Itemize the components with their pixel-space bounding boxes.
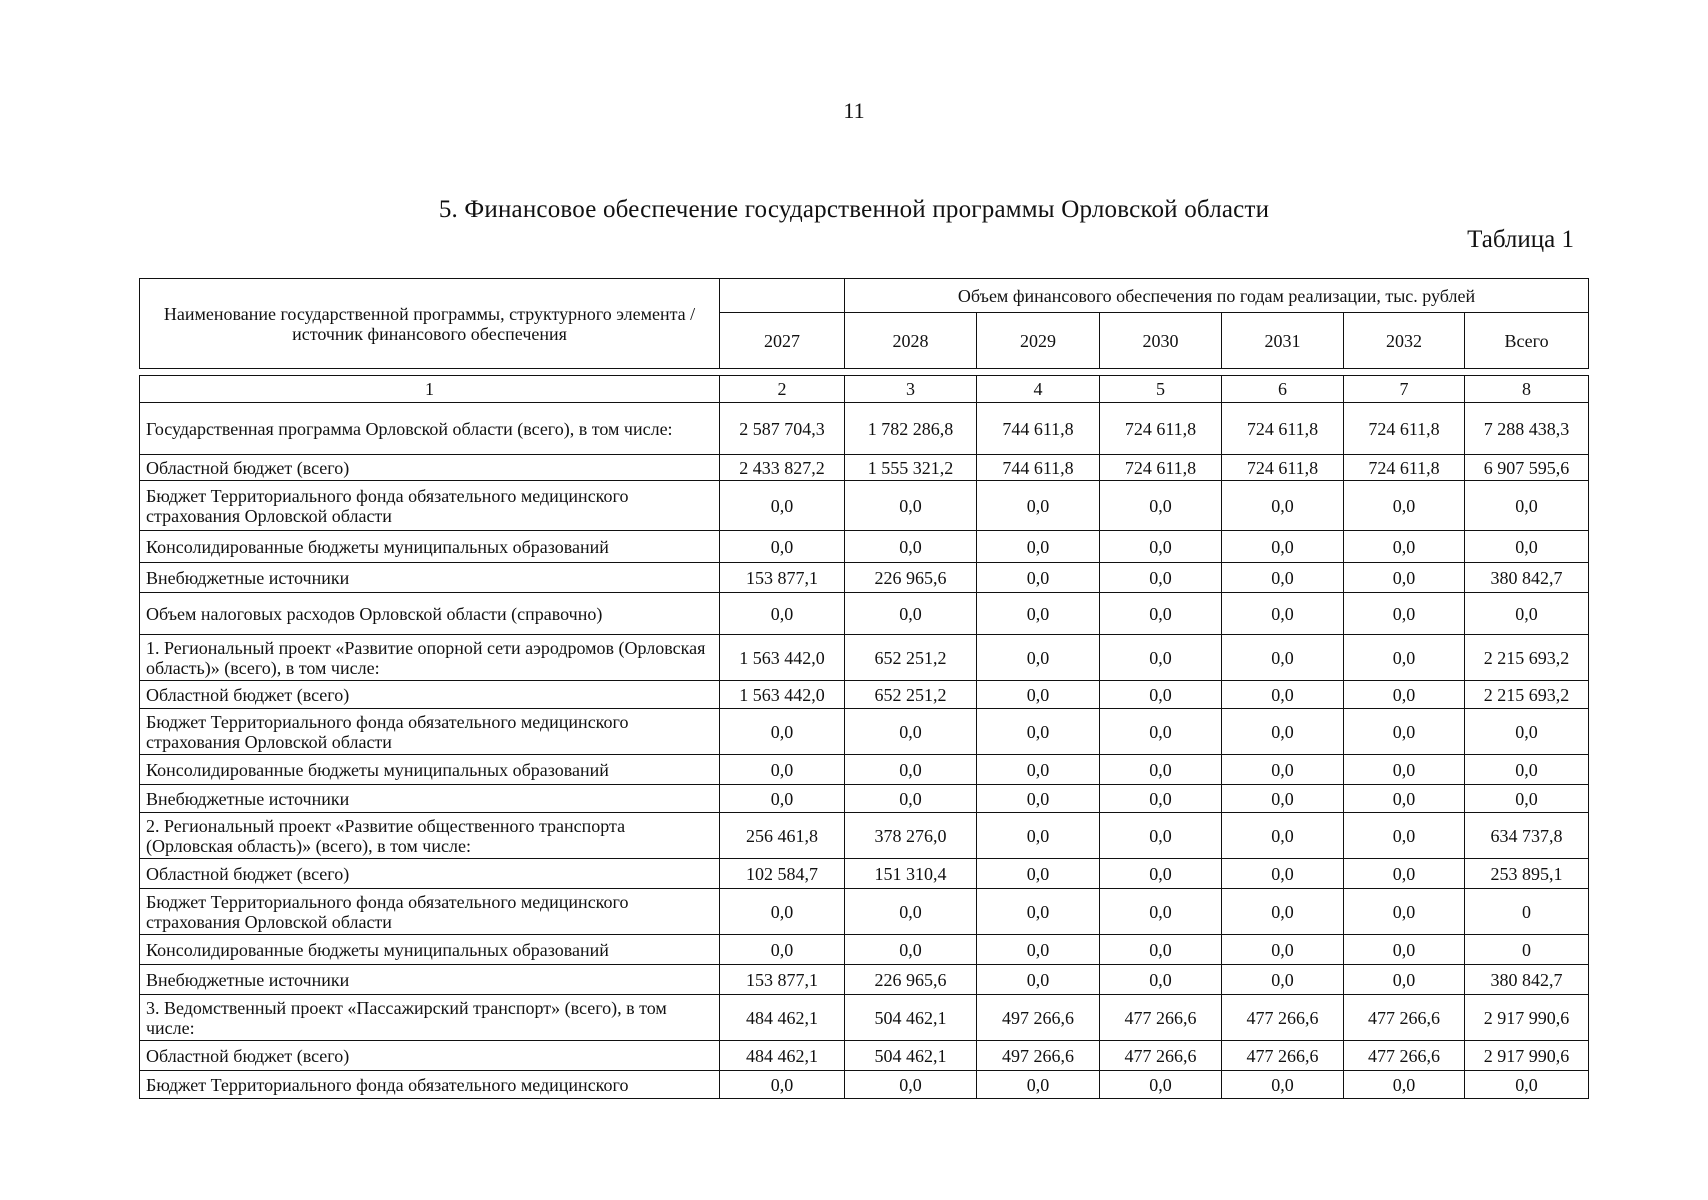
row-value: 0,0 — [1222, 935, 1344, 965]
row-value: 0,0 — [977, 889, 1100, 935]
row-value: 744 611,8 — [977, 455, 1100, 481]
row-name: Бюджет Территориального фонда обязательного медицинского страхования Орловской области — [140, 889, 720, 935]
row-name: Консолидированные бюджеты муниципальных образований — [140, 755, 720, 785]
row-total: 0,0 — [1465, 785, 1589, 813]
row-value: 0,0 — [1344, 709, 1465, 755]
table-row — [140, 593, 1589, 635]
row-value: 0,0 — [1344, 531, 1465, 563]
column-number: 6 — [1222, 376, 1344, 403]
table-row — [140, 563, 1589, 593]
row-value: 724 611,8 — [1344, 455, 1465, 481]
row-value: 0,0 — [977, 593, 1100, 635]
row-value: 0,0 — [977, 859, 1100, 889]
row-total: 380 842,7 — [1465, 965, 1589, 995]
row-total: 0,0 — [1465, 755, 1589, 785]
row-value: 652 251,2 — [845, 681, 977, 709]
row-value: 0,0 — [1100, 813, 1222, 859]
row-value: 652 251,2 — [845, 635, 977, 681]
row-name: Областной бюджет (всего) — [140, 681, 720, 709]
page-number: 11 — [843, 98, 865, 123]
row-value: 0,0 — [1344, 1071, 1465, 1099]
row-value: 0,0 — [1222, 889, 1344, 935]
row-value: 0,0 — [720, 593, 845, 635]
row-value: 2 587 704,3 — [720, 403, 845, 455]
table-row — [140, 635, 1589, 681]
row-value: 0,0 — [977, 681, 1100, 709]
row-value: 0,0 — [977, 563, 1100, 593]
row-name: 3. Ведомственный проект «Пассажирский транспорт» (всего), в том числе: — [140, 995, 720, 1041]
row-value: 0,0 — [977, 785, 1100, 813]
row-name: Внебюджетные источники — [140, 785, 720, 813]
row-value: 0,0 — [977, 709, 1100, 755]
row-name: Внебюджетные источники — [140, 563, 720, 593]
row-value: 484 462,1 — [720, 1041, 845, 1071]
row-value: 0,0 — [845, 755, 977, 785]
column-number: 4 — [977, 376, 1100, 403]
row-name: Консолидированные бюджеты муниципальных образований — [140, 935, 720, 965]
row-value: 477 266,6 — [1100, 995, 1222, 1041]
table-row — [140, 481, 1589, 531]
row-value: 724 611,8 — [1100, 455, 1222, 481]
column-number: 1 — [140, 376, 720, 403]
row-value: 0,0 — [845, 481, 977, 531]
row-value: 0,0 — [845, 889, 977, 935]
table-row — [140, 755, 1589, 785]
row-value: 0,0 — [1344, 593, 1465, 635]
table-row — [140, 995, 1589, 1041]
row-value: 0,0 — [720, 709, 845, 755]
row-value: 0,0 — [1222, 1071, 1344, 1099]
row-name: Областной бюджет (всего) — [140, 1041, 720, 1071]
row-total: 0,0 — [1465, 1071, 1589, 1099]
row-value: 0,0 — [977, 531, 1100, 563]
row-value: 1 563 442,0 — [720, 635, 845, 681]
table-row — [140, 785, 1589, 813]
table-body — [140, 369, 1589, 1099]
row-value: 102 584,7 — [720, 859, 845, 889]
row-name: Государственная программа Орловской области (всего), в том числе: — [140, 403, 720, 455]
row-total: 380 842,7 — [1465, 563, 1589, 593]
row-value: 0,0 — [1222, 709, 1344, 755]
row-value: 0,0 — [1100, 889, 1222, 935]
row-value: 0,0 — [1100, 785, 1222, 813]
row-value: 0,0 — [720, 531, 845, 563]
row-value: 477 266,6 — [1222, 995, 1344, 1041]
row-value: 153 877,1 — [720, 563, 845, 593]
row-value: 0,0 — [1100, 681, 1222, 709]
row-name: Областной бюджет (всего) — [140, 455, 720, 481]
row-value: 256 461,8 — [720, 813, 845, 859]
table-header — [140, 279, 1589, 369]
row-value: 0,0 — [977, 1071, 1100, 1099]
header-blank-cell — [720, 279, 845, 313]
row-value: 0,0 — [977, 813, 1100, 859]
header-year: 2029 — [977, 313, 1100, 369]
row-value: 0,0 — [1222, 593, 1344, 635]
row-value: 0,0 — [845, 785, 977, 813]
row-value: 0,0 — [845, 935, 977, 965]
header-total: Всего — [1465, 313, 1589, 369]
row-value: 0,0 — [1100, 593, 1222, 635]
row-value: 0,0 — [1344, 859, 1465, 889]
table-row — [140, 403, 1589, 455]
row-value: 0,0 — [1222, 785, 1344, 813]
row-value: 0,0 — [1344, 481, 1465, 531]
row-value: 0,0 — [845, 1071, 977, 1099]
row-name: Объем налоговых расходов Орловской области (справочно) — [140, 593, 720, 635]
row-value: 0,0 — [1222, 813, 1344, 859]
column-number-row — [140, 376, 1589, 403]
row-total: 0,0 — [1465, 531, 1589, 563]
row-total: 2 917 990,6 — [1465, 1041, 1589, 1071]
table-row — [140, 935, 1589, 965]
row-value: 0,0 — [1100, 531, 1222, 563]
row-total: 253 895,1 — [1465, 859, 1589, 889]
row-value: 0,0 — [1222, 563, 1344, 593]
header-year: 2028 — [845, 313, 977, 369]
row-value: 0,0 — [720, 785, 845, 813]
row-name: Бюджет Территориального фонда обязательного медицинского страхования Орловской области — [140, 709, 720, 755]
header-separator — [140, 369, 1589, 376]
row-total: 0,0 — [1465, 593, 1589, 635]
table-row — [140, 813, 1589, 859]
row-value: 378 276,0 — [845, 813, 977, 859]
column-number: 7 — [1344, 376, 1465, 403]
row-total: 634 737,8 — [1465, 813, 1589, 859]
row-value: 0,0 — [1100, 709, 1222, 755]
row-value: 744 611,8 — [977, 403, 1100, 455]
row-total: 0,0 — [1465, 481, 1589, 531]
row-value: 1 782 286,8 — [845, 403, 977, 455]
header-year: 2032 — [1344, 313, 1465, 369]
row-value: 0,0 — [1222, 635, 1344, 681]
row-value: 0,0 — [720, 755, 845, 785]
row-value: 0,0 — [1222, 965, 1344, 995]
row-value: 153 877,1 — [720, 965, 845, 995]
header-year: 2031 — [1222, 313, 1344, 369]
row-name: 2. Региональный проект «Развитие общественного транспорта (Орловская область)» (всего), в том числе: — [140, 813, 720, 859]
header-group: Объем финансового обеспечения по годам реализации, тыс. рублей — [845, 279, 1589, 313]
column-number: 5 — [1100, 376, 1222, 403]
row-value: 0,0 — [1344, 813, 1465, 859]
column-number: 3 — [845, 376, 977, 403]
row-total: 7 288 438,3 — [1465, 403, 1589, 455]
row-value: 724 611,8 — [1344, 403, 1465, 455]
row-value: 477 266,6 — [1100, 1041, 1222, 1071]
row-value: 504 462,1 — [845, 995, 977, 1041]
header-name-column: Наименование государственной программы, структурного элемента / источник финансового обеспечения — [140, 279, 720, 369]
row-value: 0,0 — [720, 481, 845, 531]
row-value: 0,0 — [1222, 481, 1344, 531]
table-row — [140, 965, 1589, 995]
table-label: Таблица 1 — [1467, 226, 1574, 253]
row-total: 6 907 595,6 — [1465, 455, 1589, 481]
row-total: 2 215 693,2 — [1465, 681, 1589, 709]
row-value: 0,0 — [1100, 965, 1222, 995]
table-row — [140, 531, 1589, 563]
table-row — [140, 455, 1589, 481]
row-value: 504 462,1 — [845, 1041, 977, 1071]
row-value: 497 266,6 — [977, 1041, 1100, 1071]
row-value: 0,0 — [1100, 563, 1222, 593]
row-value: 0,0 — [1100, 481, 1222, 531]
row-value: 724 611,8 — [1222, 403, 1344, 455]
row-value: 477 266,6 — [1222, 1041, 1344, 1071]
row-value: 0,0 — [1222, 531, 1344, 563]
row-value: 0,0 — [977, 635, 1100, 681]
row-name: 1. Региональный проект «Развитие опорной сети аэродромов (Орловская область)» (всего), в том числе: — [140, 635, 720, 681]
row-value: 724 611,8 — [1222, 455, 1344, 481]
row-value: 0,0 — [1100, 935, 1222, 965]
row-name: Бюджет Территориального фонда обязательного медицинского страхования Орловской области — [140, 481, 720, 531]
row-value: 0,0 — [1344, 681, 1465, 709]
row-value: 0,0 — [1222, 859, 1344, 889]
row-value: 724 611,8 — [1100, 403, 1222, 455]
row-name: Внебюджетные источники — [140, 965, 720, 995]
row-value: 2 433 827,2 — [720, 455, 845, 481]
section-title: 5. Финансовое обеспечение государственной программы Орловской области — [438, 196, 1270, 223]
row-name: Областной бюджет (всего) — [140, 859, 720, 889]
row-value: 0,0 — [1344, 785, 1465, 813]
row-total: 2 917 990,6 — [1465, 995, 1589, 1041]
row-value: 0,0 — [977, 481, 1100, 531]
row-value: 226 965,6 — [845, 965, 977, 995]
row-value: 0,0 — [1100, 1071, 1222, 1099]
row-value: 0,0 — [720, 935, 845, 965]
financing-table — [139, 278, 1589, 1099]
header-year: 2030 — [1100, 313, 1222, 369]
row-value: 0,0 — [977, 755, 1100, 785]
row-value: 1 555 321,2 — [845, 455, 977, 481]
row-value: 477 266,6 — [1344, 995, 1465, 1041]
row-value: 0,0 — [845, 531, 977, 563]
header-year: 2027 — [720, 313, 845, 369]
row-value: 0,0 — [1222, 681, 1344, 709]
row-value: 497 266,6 — [977, 995, 1100, 1041]
table-row — [140, 681, 1589, 709]
row-value: 0,0 — [1100, 859, 1222, 889]
row-value: 226 965,6 — [845, 563, 977, 593]
row-total: 0 — [1465, 935, 1589, 965]
row-value: 0,0 — [977, 935, 1100, 965]
row-name: Бюджет Территориального фонда обязательного медицинского — [140, 1071, 720, 1099]
row-total: 0 — [1465, 889, 1589, 935]
table-row — [140, 709, 1589, 755]
row-value: 0,0 — [1344, 889, 1465, 935]
row-value: 477 266,6 — [1344, 1041, 1465, 1071]
row-value: 0,0 — [1100, 755, 1222, 785]
row-value: 0,0 — [845, 709, 977, 755]
row-total: 2 215 693,2 — [1465, 635, 1589, 681]
row-value: 0,0 — [720, 1071, 845, 1099]
row-value: 0,0 — [1100, 635, 1222, 681]
row-total: 0,0 — [1465, 709, 1589, 755]
row-value: 0,0 — [1344, 935, 1465, 965]
row-value: 0,0 — [1222, 755, 1344, 785]
column-number: 8 — [1465, 376, 1589, 403]
column-number: 2 — [720, 376, 845, 403]
table-row — [140, 889, 1589, 935]
row-value: 484 462,1 — [720, 995, 845, 1041]
row-value: 0,0 — [1344, 965, 1465, 995]
row-name: Консолидированные бюджеты муниципальных образований — [140, 531, 720, 563]
row-value: 0,0 — [845, 593, 977, 635]
table-row — [140, 1041, 1589, 1071]
row-value: 151 310,4 — [845, 859, 977, 889]
row-value: 0,0 — [1344, 563, 1465, 593]
row-value: 0,0 — [977, 965, 1100, 995]
row-value: 0,0 — [720, 889, 845, 935]
row-value: 0,0 — [1344, 755, 1465, 785]
table-row — [140, 859, 1589, 889]
row-value: 0,0 — [1344, 635, 1465, 681]
table-row — [140, 1071, 1589, 1099]
row-value: 1 563 442,0 — [720, 681, 845, 709]
